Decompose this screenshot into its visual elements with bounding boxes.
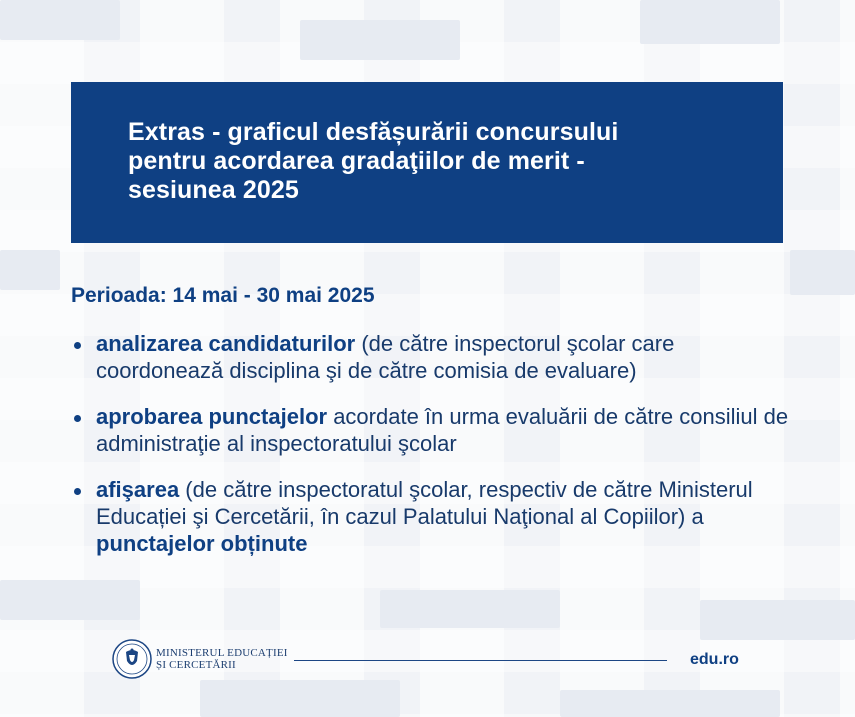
- item-text: (de către inspectoratul şcolar, respectiv de către Ministerul Educației şi Cercetării, în cazul Palatului Naţional al Copiilor) a: [96, 477, 753, 529]
- item-bold-end: punctajelor obținute: [96, 531, 308, 556]
- item-bold: analizarea candidaturilor: [96, 331, 356, 356]
- page-title: Extras - graficul desfășurării concursului pentru acordarea gradaţiilor de merit - sesiunea 2025: [128, 118, 619, 204]
- list-item: [71, 403, 791, 457]
- item-bold: aprobarea punctajelor: [96, 404, 328, 429]
- bullet-icon: [74, 415, 81, 422]
- romania-coat-of-arms-icon: [112, 639, 152, 679]
- item-text: (de către inspectorul şcolar care coordonează disciplina şi de către comisia de evaluare): [96, 331, 675, 383]
- footer: [112, 639, 744, 681]
- period-value: 14 mai - 30 mai 2025: [172, 284, 375, 307]
- item-bold: afişarea: [96, 477, 180, 502]
- stage-list: [71, 330, 791, 576]
- item-text: acordate în urma evaluării de către consiliul de administraţie al inspectoratului şcolar: [96, 404, 789, 456]
- title-banner: [71, 82, 783, 243]
- bullet-icon: [74, 488, 81, 495]
- period-line: [71, 284, 375, 308]
- list-item: [71, 330, 791, 384]
- ministry-name: MINISTERUL EDUCAȚIEI ȘI CERCETĂRII: [156, 647, 288, 671]
- bullet-icon: [74, 342, 81, 349]
- footer-divider: [294, 660, 667, 661]
- list-item: [71, 476, 791, 557]
- website-link[interactable]: edu.ro: [690, 651, 739, 668]
- period-label: Perioada:: [71, 284, 167, 307]
